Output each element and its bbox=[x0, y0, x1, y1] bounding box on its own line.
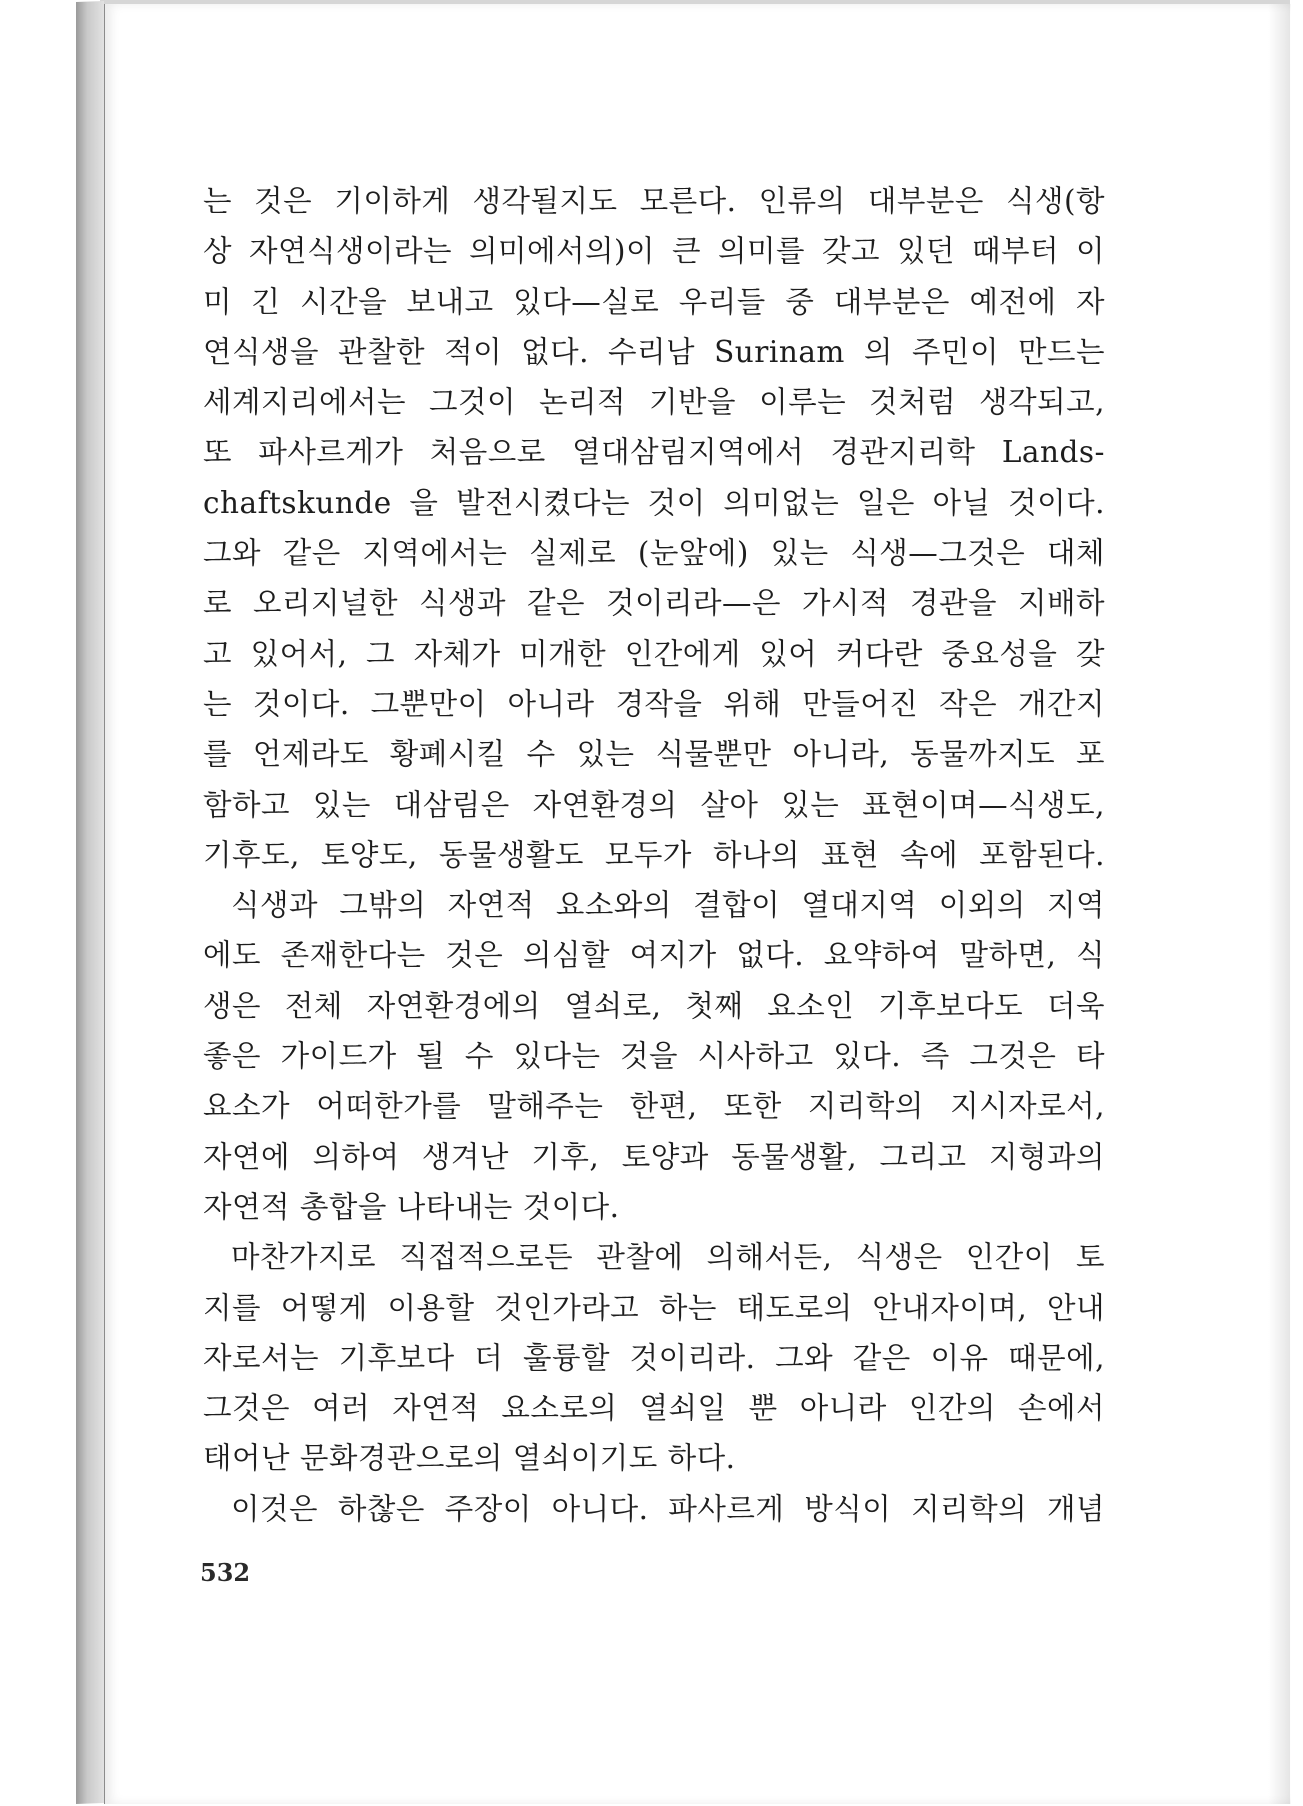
text-line: 연식생을 관찰한 적이 없다. 수리남 Surinam 의 주민이 만드는 bbox=[203, 334, 1105, 369]
text-line: 지를 어떻게 이용할 것인가라고 하는 태도로의 안내자이며, 안내 bbox=[203, 1290, 1105, 1325]
text-line: 는 것이다. 그뿐만이 아니라 경작을 위해 만들어진 작은 개간지 bbox=[203, 686, 1105, 721]
text-line: 또 파사르게가 처음으로 열대삼림지역에서 경관지리학 Lands- bbox=[203, 435, 1105, 470]
text-line: 요소가 어떠한가를 말해주는 한편, 또한 지리학의 지시자로서, bbox=[203, 1089, 1105, 1124]
text-line: 자로서는 기후보다 더 훌륭할 것이리라. 그와 같은 이유 때문에, bbox=[203, 1340, 1105, 1375]
body-text bbox=[203, 176, 1105, 1534]
book-spine bbox=[76, 1, 104, 1804]
page-edge-shadow bbox=[1268, 4, 1290, 1804]
text-line: 이것은 하찮은 주장이 아니다. 파사르게 방식이 지리학의 개념 bbox=[231, 1491, 1105, 1526]
text-line: 기후도, 토양도, 동물생활도 모두가 하나의 표현 속에 포함된다. bbox=[203, 837, 1105, 872]
text-line: 세계지리에서는 그것이 논리적 기반을 이루는 것처럼 생각되고, bbox=[203, 385, 1105, 420]
text-line: chaftskunde 을 발전시켰다는 것이 의미없는 일은 아닐 것이다. bbox=[203, 485, 1105, 520]
text-line: 를 언제라도 황폐시킬 수 있는 식물뿐만 아니라, 동물까지도 포 bbox=[203, 737, 1105, 772]
text-line: 식생과 그밖의 자연적 요소와의 결합이 열대지역 이외의 지역 bbox=[231, 888, 1105, 923]
text-line: 자연에 의하여 생겨난 기후, 토양과 동물생활, 그리고 지형과의 bbox=[203, 1139, 1105, 1174]
text-line: 그것은 여러 자연적 요소로의 열쇠일 뿐 아니라 인간의 손에서 bbox=[203, 1391, 1105, 1426]
text-line: 좋은 가이드가 될 수 있다는 것을 시사하고 있다. 즉 그것은 타 bbox=[203, 1039, 1105, 1074]
text-line: 생은 전체 자연환경에의 열쇠로, 첫째 요소인 기후보다도 더욱 bbox=[203, 988, 1105, 1023]
text-line: 그와 같은 지역에서는 실제로 (눈앞에) 있는 식생—그것은 대체 bbox=[203, 536, 1105, 571]
text-line: 마찬가지로 직접적으로든 관찰에 의해서든, 식생은 인간이 토 bbox=[231, 1240, 1105, 1275]
text-line: 미 긴 시간을 보내고 있다—실로 우리들 중 대부분은 예전에 자 bbox=[203, 284, 1105, 319]
text-line: 로 오리지널한 식생과 같은 것이리라—은 가시적 경관을 지배하 bbox=[203, 586, 1105, 621]
text-line: 태어난 문화경관으로의 열쇠이기도 하다. bbox=[203, 1441, 736, 1476]
text-line: 자연적 총합을 나타내는 것이다. bbox=[203, 1189, 620, 1224]
text-line: 함하고 있는 대삼림은 자연환경의 살아 있는 표현이며—식생도, bbox=[203, 787, 1105, 822]
text-line: 상 자연식생이라는 의미에서의)이 큰 의미를 갖고 있던 때부터 이 bbox=[203, 234, 1105, 269]
text-line: 는 것은 기이하게 생각될지도 모른다. 인류의 대부분은 식생(항 bbox=[203, 184, 1105, 218]
text-line: 에도 존재한다는 것은 의심할 여지가 없다. 요약하여 말하면, 식 bbox=[203, 938, 1105, 973]
page-number: 532 bbox=[200, 1558, 251, 1587]
text-line: 고 있어서, 그 자체가 미개한 인간에게 있어 커다란 중요성을 갖 bbox=[203, 636, 1105, 671]
